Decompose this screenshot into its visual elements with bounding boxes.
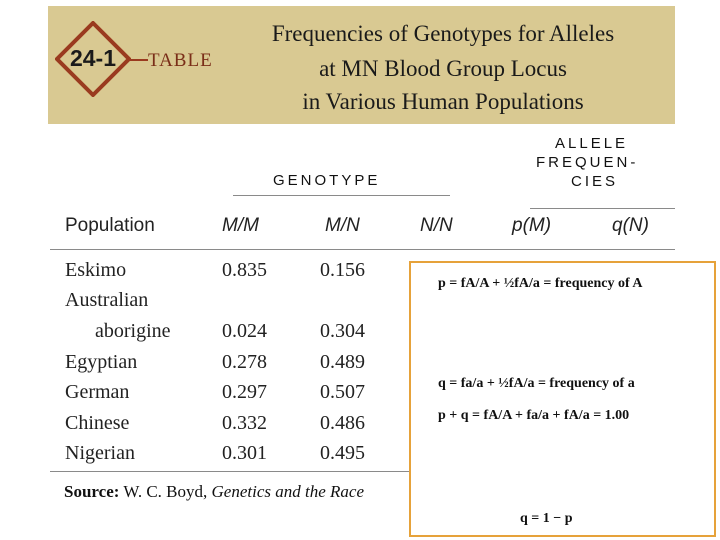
col-header-population: Population xyxy=(65,215,155,236)
equation-q-complement: q = 1 − p xyxy=(520,511,573,526)
row-german-population: German xyxy=(65,381,130,403)
row-chinese-mm: 0.332 xyxy=(222,412,267,434)
badge-connector-line xyxy=(130,59,148,61)
row-eskimo-mn: 0.156 xyxy=(320,259,365,281)
allele-header-line-2: FREQUEN- xyxy=(536,154,639,171)
col-header-mm: M/M xyxy=(222,215,259,236)
col-header-mn: M/N xyxy=(325,215,360,236)
equation-q: q = fa/a + ½fA/a = frequency of a xyxy=(438,376,635,391)
genotype-header-rule xyxy=(233,195,450,196)
equations-overlay-box xyxy=(409,261,716,537)
col-header-pm: p(M) xyxy=(512,215,552,236)
row-eskimo-mm: 0.835 xyxy=(222,259,267,281)
row-australian-population: Australian xyxy=(65,289,149,311)
row-chinese-mn: 0.486 xyxy=(320,412,365,434)
row-aborigine-population: aborigine xyxy=(95,320,171,342)
allele-header-line-3: CIES xyxy=(571,173,619,190)
column-header-rule xyxy=(50,249,675,250)
row-nigerian-population: Nigerian xyxy=(65,442,135,464)
row-aborigine-mn: 0.304 xyxy=(320,320,365,342)
title-line-2: at MN Blood Group Locus xyxy=(319,56,567,81)
row-chinese-population: Chinese xyxy=(65,412,130,434)
table-number: 24-1 xyxy=(69,45,117,71)
row-german-mm: 0.297 xyxy=(222,381,267,403)
source-italic-text: Genetics and the Race xyxy=(211,482,364,501)
genotype-header: GENOTYPE xyxy=(273,172,381,189)
title-line-3: in Various Human Populations xyxy=(302,89,584,114)
row-nigerian-mn: 0.495 xyxy=(320,442,365,464)
col-header-nn: N/N xyxy=(420,215,453,236)
source-label: Source: xyxy=(64,482,120,501)
row-egyptian-mn: 0.489 xyxy=(320,351,365,373)
row-nigerian-mm: 0.301 xyxy=(222,442,267,464)
equation-p: p = fA/A + ½fA/a = frequency of A xyxy=(438,276,643,291)
table-label: TABLE xyxy=(148,50,213,71)
source-line xyxy=(64,482,364,502)
row-egyptian-mm: 0.278 xyxy=(222,351,267,373)
source-text: W. C. Boyd, xyxy=(123,482,208,501)
col-header-qn: q(N) xyxy=(612,215,649,236)
title-line-1: Frequencies of Genotypes for Alleles xyxy=(271,21,615,46)
row-eskimo-population: Eskimo xyxy=(65,259,127,281)
allele-header-line-1: ALLELE xyxy=(555,135,629,152)
row-aborigine-mm: 0.024 xyxy=(222,320,267,342)
allele-header-rule xyxy=(530,208,675,209)
row-german-mn: 0.507 xyxy=(320,381,365,403)
row-egyptian-population: Egyptian xyxy=(65,351,138,373)
equation-sum: p + q = fA/A + fa/a + fA/a = 1.00 xyxy=(438,408,630,423)
